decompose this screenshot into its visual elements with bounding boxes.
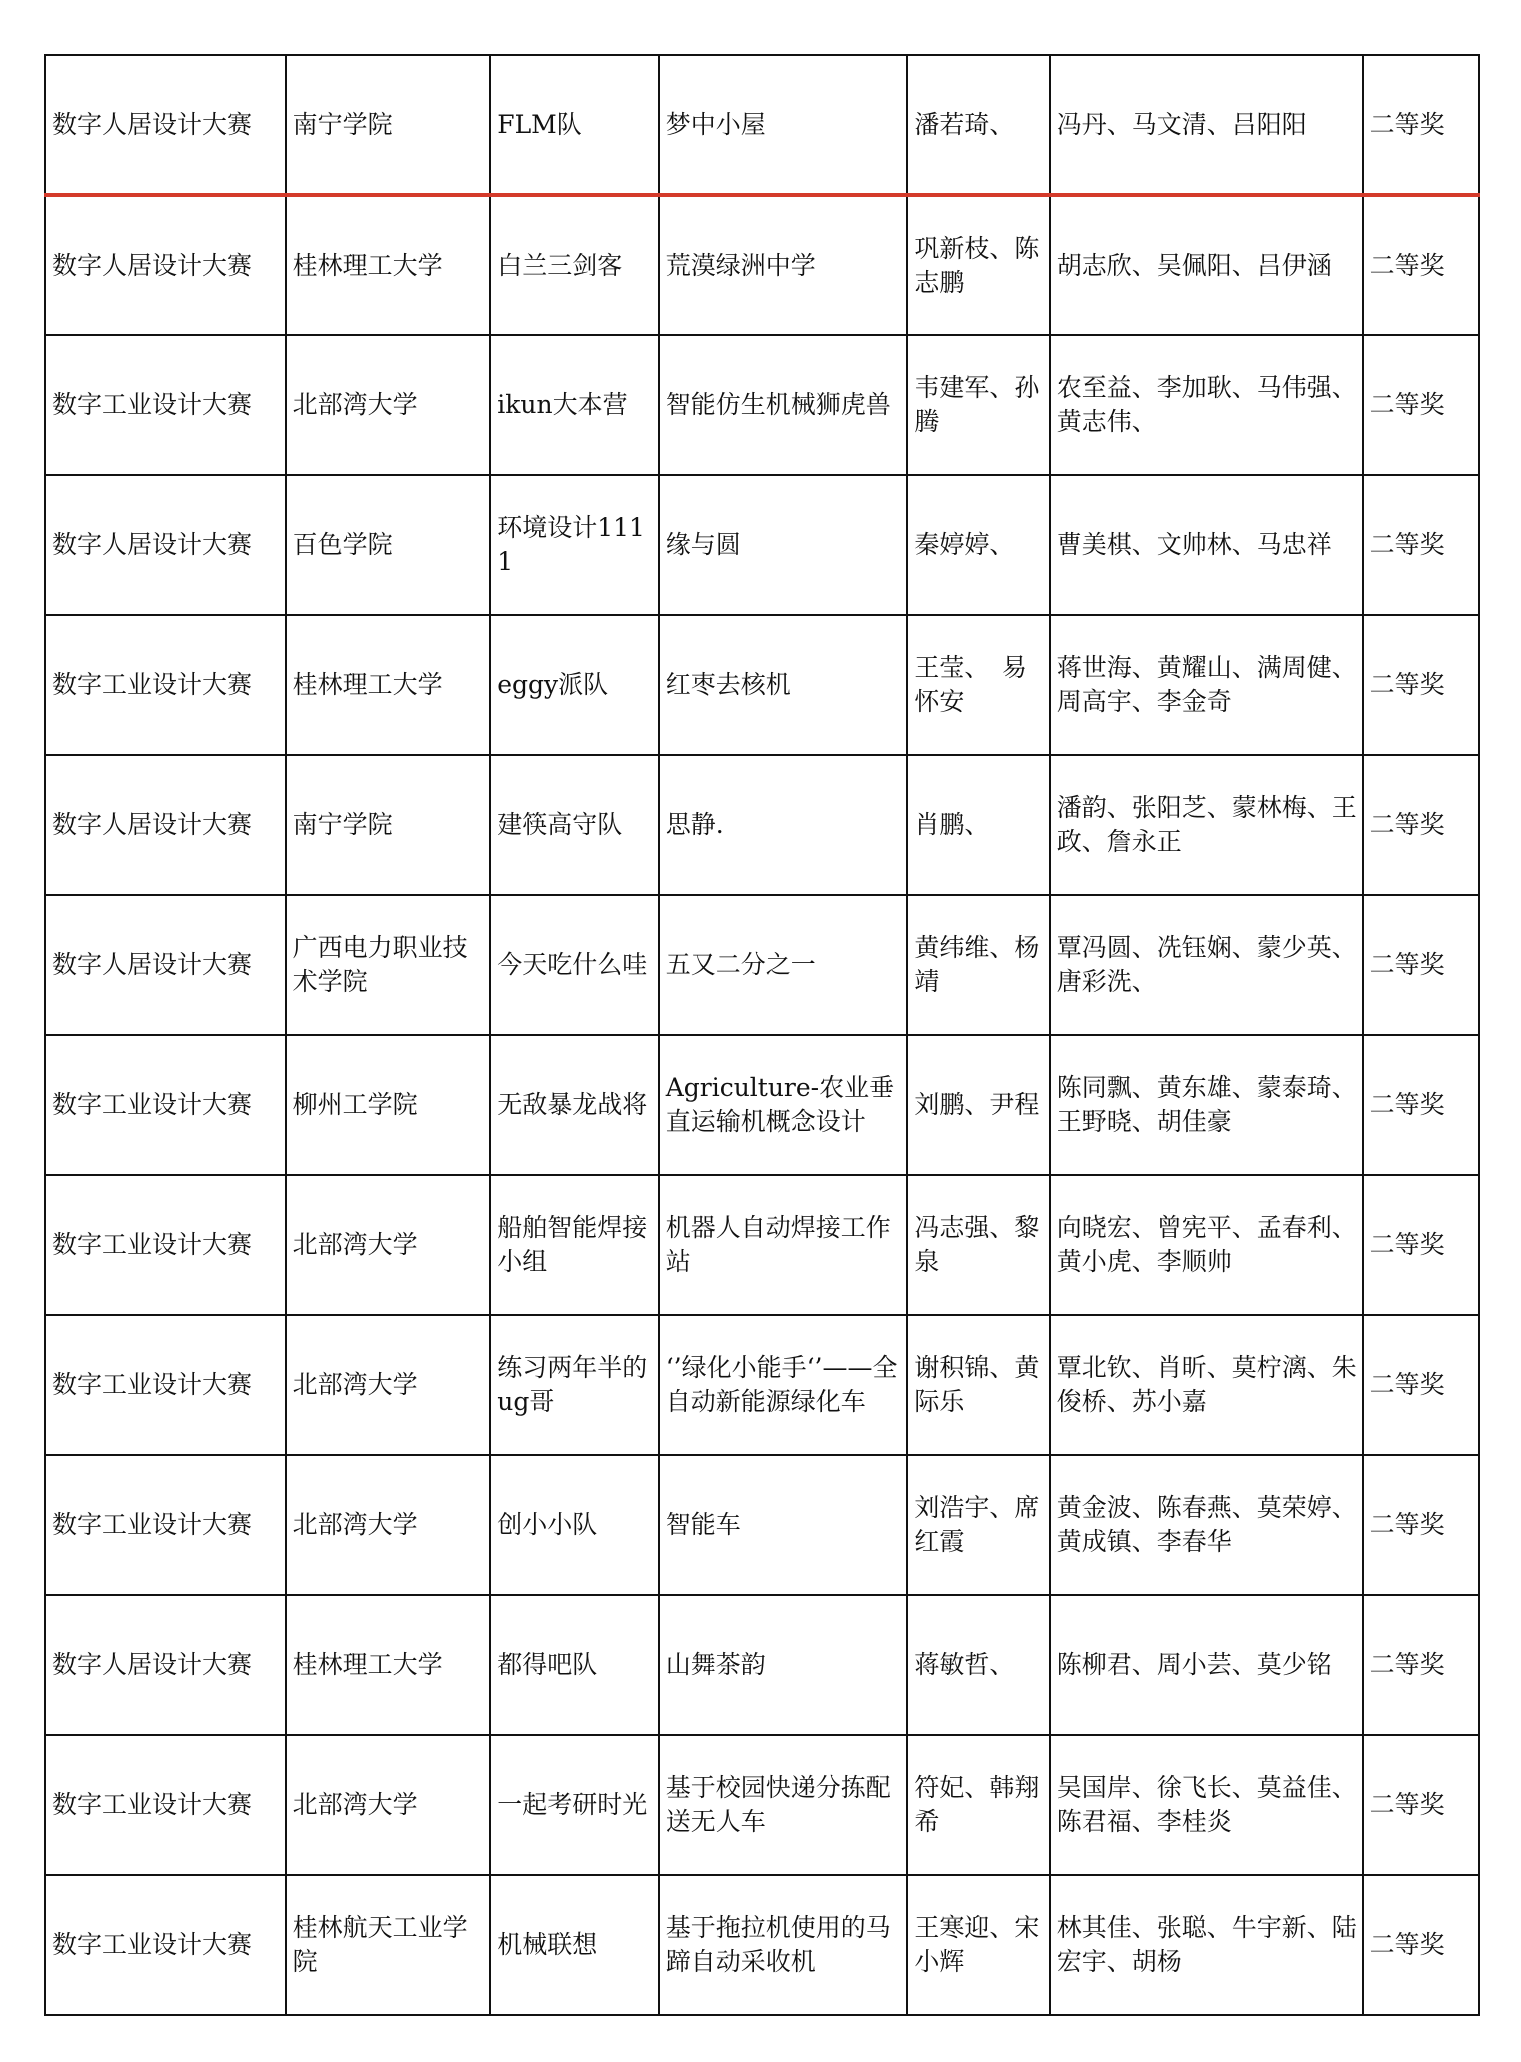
cell-award: 二等奖 <box>1363 615 1479 755</box>
cell-advisors: 韦建军、孙腾 <box>907 335 1049 475</box>
cell-contest: 数字工业设计大赛 <box>45 1875 286 2015</box>
cell-school: 百色学院 <box>286 475 491 615</box>
cell-contest: 数字工业设计大赛 <box>45 335 286 475</box>
cell-advisors: 王莹、 易怀安 <box>907 615 1049 755</box>
cell-school: 柳州工学院 <box>286 1035 491 1175</box>
cell-members: 胡志欣、吴佩阳、吕伊涵 <box>1050 195 1363 335</box>
cell-school: 北部湾大学 <box>286 335 491 475</box>
cell-members: 潘韵、张阳芝、蒙林梅、王政、詹永正 <box>1050 755 1363 895</box>
cell-work: 机器人自动焊接工作站 <box>659 1175 908 1315</box>
cell-award: 二等奖 <box>1363 195 1479 335</box>
cell-work: ‘’绿化小能手‘’——全自动新能源绿化车 <box>659 1315 908 1455</box>
table-row <box>45 1035 1479 1175</box>
cell-work: 基于拖拉机使用的马蹄自动采收机 <box>659 1875 908 2015</box>
cell-school: 桂林理工大学 <box>286 615 491 755</box>
cell-team: eggy派队 <box>490 615 658 755</box>
cell-advisors: 蒋敏哲、 <box>907 1595 1049 1735</box>
cell-advisors: 谢积锦、黄际乐 <box>907 1315 1049 1455</box>
table-row <box>45 895 1479 1035</box>
cell-contest: 数字人居设计大赛 <box>45 55 286 195</box>
cell-members: 吴国岸、徐飞长、莫益佳、陈君福、李桂炎 <box>1050 1735 1363 1875</box>
cell-work: 荒漠绿洲中学 <box>659 195 908 335</box>
cell-award: 二等奖 <box>1363 1735 1479 1875</box>
table-row <box>45 475 1479 615</box>
cell-contest: 数字工业设计大赛 <box>45 615 286 755</box>
cell-advisors: 黄纬维、杨靖 <box>907 895 1049 1035</box>
cell-team: 白兰三剑客 <box>490 195 658 335</box>
cell-team: 环境设计1111 <box>490 475 658 615</box>
cell-school: 南宁学院 <box>286 55 491 195</box>
cell-contest: 数字工业设计大赛 <box>45 1315 286 1455</box>
cell-school: 北部湾大学 <box>286 1315 491 1455</box>
cell-award: 二等奖 <box>1363 895 1479 1035</box>
cell-work: 基于校园快递分拣配送无人车 <box>659 1735 908 1875</box>
cell-award: 二等奖 <box>1363 1595 1479 1735</box>
cell-members: 覃冯圆、冼钰娴、蒙少英、唐彩洗、 <box>1050 895 1363 1035</box>
cell-award: 二等奖 <box>1363 755 1479 895</box>
table-row <box>45 55 1479 195</box>
cell-contest: 数字人居设计大赛 <box>45 475 286 615</box>
cell-contest: 数字工业设计大赛 <box>45 1455 286 1595</box>
awards-table-body <box>45 55 1479 2015</box>
cell-award: 二等奖 <box>1363 55 1479 195</box>
cell-team: 机械联想 <box>490 1875 658 2015</box>
cell-advisors: 肖鹏、 <box>907 755 1049 895</box>
cell-advisors: 刘鹏、尹程 <box>907 1035 1049 1175</box>
table-row <box>45 335 1479 475</box>
cell-work: 智能仿生机械狮虎兽 <box>659 335 908 475</box>
cell-work: Agriculture-农业垂直运输机概念设计 <box>659 1035 908 1175</box>
cell-contest: 数字工业设计大赛 <box>45 1035 286 1175</box>
cell-advisors: 刘浩宇、席红霞 <box>907 1455 1049 1595</box>
cell-award: 二等奖 <box>1363 475 1479 615</box>
cell-work: 缘与圆 <box>659 475 908 615</box>
cell-members: 陈同飘、黄东雄、蒙泰琦、王野晓、胡佳豪 <box>1050 1035 1363 1175</box>
cell-school: 桂林理工大学 <box>286 1595 491 1735</box>
cell-contest: 数字人居设计大赛 <box>45 1595 286 1735</box>
cell-team: 建筷高守队 <box>490 755 658 895</box>
table-row <box>45 1175 1479 1315</box>
cell-advisors: 符妃、韩翔希 <box>907 1735 1049 1875</box>
table-row <box>45 615 1479 755</box>
cell-team: 练习两年半的ug哥 <box>490 1315 658 1455</box>
cell-school: 北部湾大学 <box>286 1735 491 1875</box>
cell-school: 桂林航天工业学院 <box>286 1875 491 2015</box>
cell-team: ikun大本营 <box>490 335 658 475</box>
cell-contest: 数字人居设计大赛 <box>45 895 286 1035</box>
cell-team: 今天吃什么哇 <box>490 895 658 1035</box>
cell-work: 红枣去核机 <box>659 615 908 755</box>
table-row <box>45 1595 1479 1735</box>
cell-members: 冯丹、马文清、吕阳阳 <box>1050 55 1363 195</box>
table-row <box>45 1875 1479 2015</box>
cell-advisors: 潘若琦、 <box>907 55 1049 195</box>
cell-members: 农至益、李加耿、马伟强、黄志伟、 <box>1050 335 1363 475</box>
table-row <box>45 195 1479 335</box>
cell-work: 梦中小屋 <box>659 55 908 195</box>
cell-advisors: 冯志强、黎泉 <box>907 1175 1049 1315</box>
cell-school: 北部湾大学 <box>286 1455 491 1595</box>
cell-team: 船舶智能焊接小组 <box>490 1175 658 1315</box>
cell-award: 二等奖 <box>1363 1175 1479 1315</box>
cell-team: 一起考研时光 <box>490 1735 658 1875</box>
cell-award: 二等奖 <box>1363 335 1479 475</box>
cell-contest: 数字工业设计大赛 <box>45 1175 286 1315</box>
table-row <box>45 1455 1479 1595</box>
cell-contest: 数字工业设计大赛 <box>45 1735 286 1875</box>
cell-award: 二等奖 <box>1363 1455 1479 1595</box>
cell-advisors: 秦婷婷、 <box>907 475 1049 615</box>
cell-advisors: 王寒迎、宋小辉 <box>907 1875 1049 2015</box>
table-row <box>45 1735 1479 1875</box>
table-row <box>45 755 1479 895</box>
cell-contest: 数字人居设计大赛 <box>45 755 286 895</box>
cell-members: 黄金波、陈春燕、莫荣婷、黄成镇、李春华 <box>1050 1455 1363 1595</box>
cell-team: 都得吧队 <box>490 1595 658 1735</box>
cell-school: 桂林理工大学 <box>286 195 491 335</box>
cell-members: 曹美棋、文帅林、马忠祥 <box>1050 475 1363 615</box>
cell-team: 无敌暴龙战将 <box>490 1035 658 1175</box>
cell-team: 创小小队 <box>490 1455 658 1595</box>
cell-award: 二等奖 <box>1363 1035 1479 1175</box>
cell-team: FLM队 <box>490 55 658 195</box>
cell-advisors: 巩新枝、陈志鹏 <box>907 195 1049 335</box>
cell-members: 陈柳君、周小芸、莫少铭 <box>1050 1595 1363 1735</box>
cell-work: 智能车 <box>659 1455 908 1595</box>
cell-members: 蒋世海、黄耀山、满周健、周高宇、李金奇 <box>1050 615 1363 755</box>
cell-members: 向晓宏、曾宪平、孟春利、黄小虎、李顺帅 <box>1050 1175 1363 1315</box>
cell-work: 山舞茶韵 <box>659 1595 908 1735</box>
cell-school: 南宁学院 <box>286 755 491 895</box>
cell-school: 广西电力职业技术学院 <box>286 895 491 1035</box>
cell-work: 思静. <box>659 755 908 895</box>
awards-table <box>44 54 1480 2016</box>
cell-members: 林其佳、张聪、牛宇新、陆宏宇、胡杨 <box>1050 1875 1363 2015</box>
cell-school: 北部湾大学 <box>286 1175 491 1315</box>
table-row <box>45 1315 1479 1455</box>
cell-contest: 数字人居设计大赛 <box>45 195 286 335</box>
cell-work: 五又二分之一 <box>659 895 908 1035</box>
cell-award: 二等奖 <box>1363 1875 1479 2015</box>
cell-members: 覃北钦、肖昕、莫柠漓、朱俊桥、苏小嘉 <box>1050 1315 1363 1455</box>
cell-award: 二等奖 <box>1363 1315 1479 1455</box>
